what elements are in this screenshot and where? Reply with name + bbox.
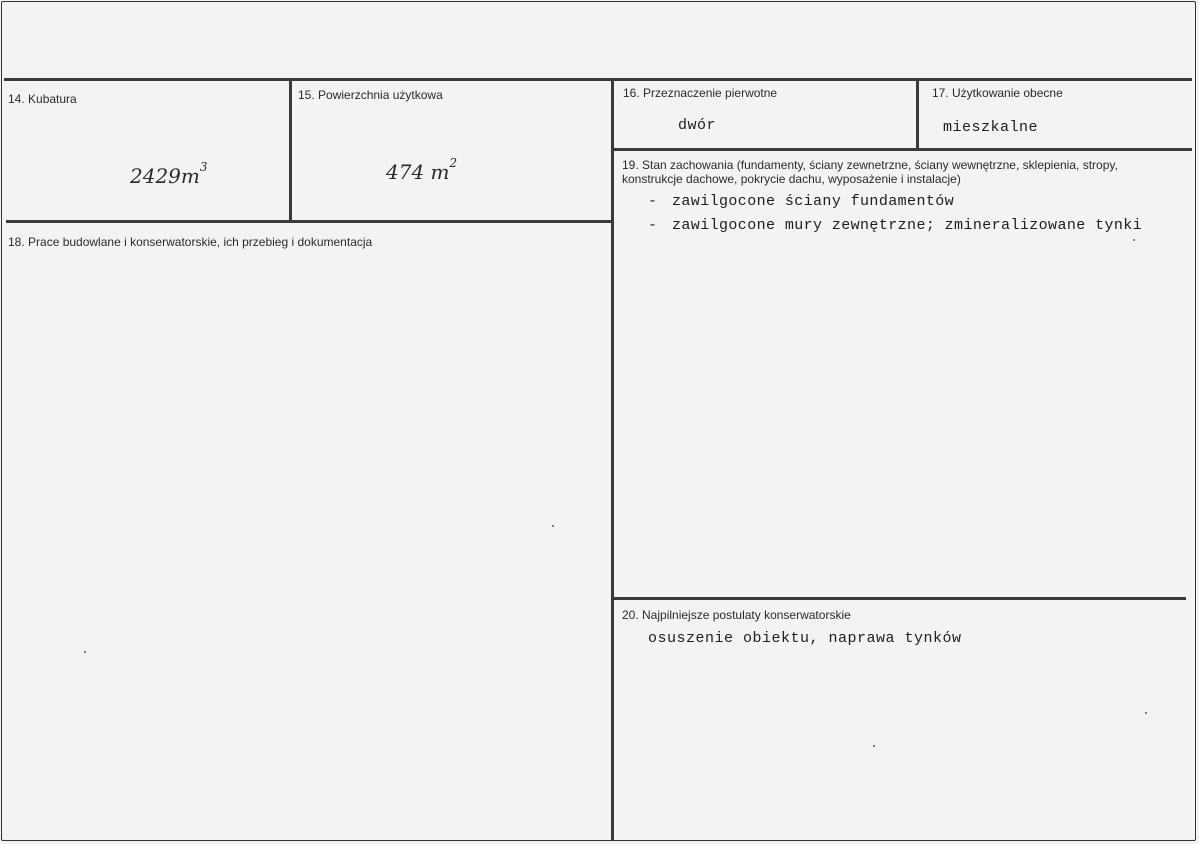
stan-label: 19. Stan zachowania (fundamenty, ściany zewnetrzne, ściany wewnętrzne, sklepienia, stropy, konstrukcje dachowe, pokrycie dachu, wyposażenie i instalacje) [622,158,1118,186]
divider-16-17 [916,78,919,150]
prace-label: 18. Prace budowlane i konserwatorskie, ich przebieg i dokumentacja [8,235,373,249]
kubatura-exponent: 3 [199,160,208,175]
paper-speck [1133,239,1135,241]
stan-item-text: zawilgocone mury zewnętrzne; zmineralizowane tynki [672,217,1143,234]
powierzchnia-number: 474 [386,160,425,184]
uzytkowanie-value: mieszkalne [943,119,1039,136]
rule-section20 [613,597,1186,600]
paper-speck [1145,712,1147,714]
paper-speck [873,745,875,747]
przeznaczenie-value: dwór [678,117,717,134]
top-rule [4,78,1192,81]
postulaty-value: osuszenie obiektu, naprawa tynków [648,630,962,647]
paper-speck [552,525,554,527]
divider-14-15 [289,80,292,222]
stan-item-text: zawilgocone ściany fundamentów [672,193,955,210]
powierzchnia-value [386,156,458,184]
stan-item [648,218,1148,234]
kubatura-label: 14. Kubatura [8,92,77,106]
przeznaczenie-label: 16. Przeznaczenie pierwotne [623,86,778,100]
uzytkowanie-label: 17. Użytkowanie obecne [932,86,1063,100]
rule-row1-right [613,148,1192,151]
powierzchnia-label: 15. Powierzchnia użytkowa [298,88,443,102]
dash-marker: - [648,193,658,210]
kubatura-number: 2429 [130,164,181,188]
postulaty-label: 20. Najpilniejsze postulaty konserwatorskie [622,608,851,622]
rule-row1-left [6,220,613,223]
dash-marker: - [648,217,658,234]
paper-speck [84,651,86,653]
kubatura-unit: m [180,164,200,188]
kubatura-value [130,160,208,188]
powierzchnia-exponent: 2 [449,156,458,171]
divider-main [611,78,614,840]
powierzchnia-unit: m [430,160,450,184]
stan-item [648,194,1148,210]
stan-list [648,194,1148,242]
